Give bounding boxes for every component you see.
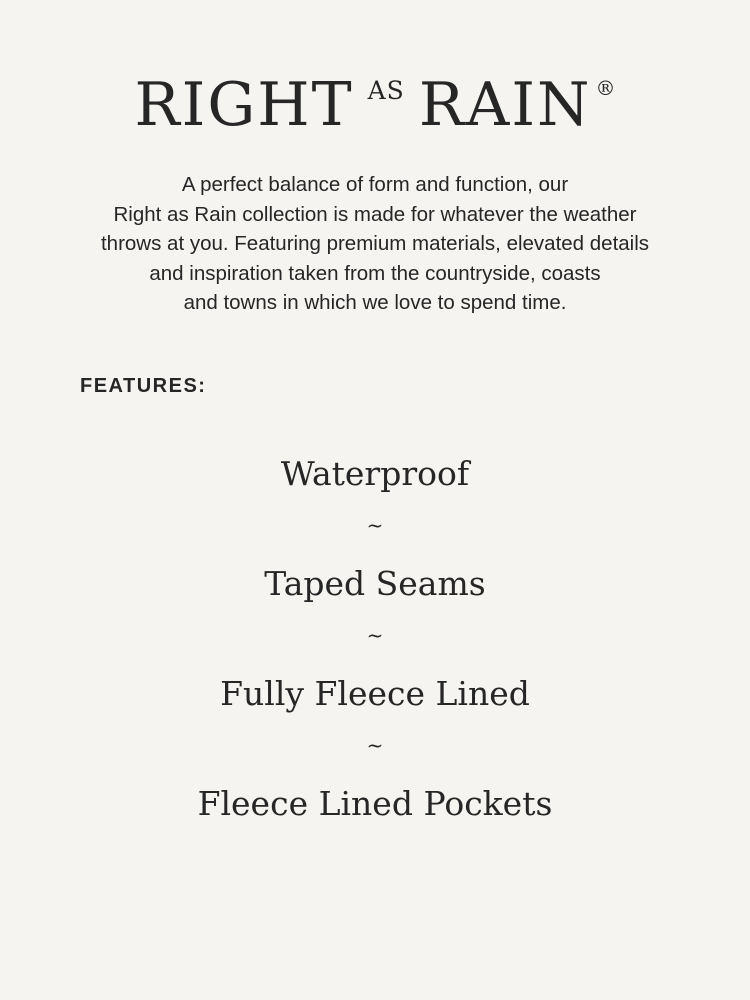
description-line: and inspiration taken from the countryside, coasts — [149, 261, 601, 285]
brand-word-as: AS — [367, 76, 405, 105]
description-line: A perfect balance of form and function, our — [181, 173, 569, 196]
description-line: throws at you. Featuring premium materials, elevated details — [100, 232, 650, 255]
brand-word-rain: RAIN — [418, 70, 592, 140]
feature-separator: ~ — [366, 623, 384, 647]
collection-description — [40, 170, 710, 318]
feature-separator: ~ — [366, 513, 384, 537]
description-line: Right as Rain collection is made for whatever the weather — [113, 202, 637, 226]
feature-taped-seams: Taped Seams — [264, 564, 486, 603]
feature-separator: ~ — [366, 733, 384, 757]
feature-waterproof: Waterproof — [280, 454, 470, 493]
feature-fleece-lined-pockets: Fleece Lined Pockets — [197, 784, 553, 823]
features-list — [0, 448, 750, 830]
feature-fully-fleece-lined: Fully Fleece Lined — [220, 674, 530, 713]
brand-logo — [0, 70, 750, 140]
features-heading: FEATURES: — [80, 375, 207, 397]
registered-mark: ® — [595, 76, 616, 100]
description-line: and towns in which we love to spend time. — [183, 291, 567, 314]
brand-word-right: RIGHT — [134, 70, 354, 140]
